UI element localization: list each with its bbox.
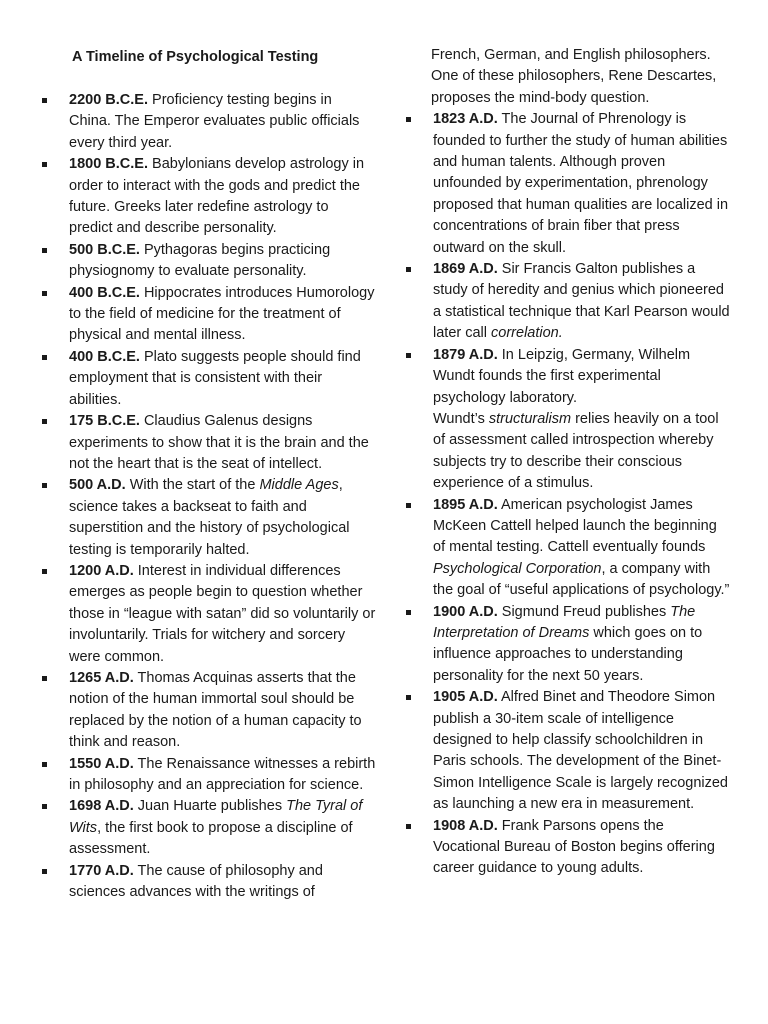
entry-text: The Renaissance witnesses a rebirth in philosophy and an appreciation for science. <box>69 755 376 793</box>
timeline-entry <box>36 347 376 411</box>
entry-date: 1770 A.D. <box>69 862 134 879</box>
entry-date: 1895 A.D. <box>433 496 498 513</box>
entry-date: 1905 A.D. <box>433 689 498 706</box>
entry-date: 1200 A.D. <box>69 562 134 579</box>
entry-date: 400 B.C.E. <box>69 284 140 301</box>
timeline-entry <box>400 816 730 880</box>
entry-date: 1698 A.D. <box>69 798 134 815</box>
timeline-entry <box>400 687 730 815</box>
timeline-entry <box>36 475 376 561</box>
entry-text: American psychologist James McKeen Cattell helped launch the beginning of mental testing. Cattell eventually founds <box>433 496 717 556</box>
timeline-entry <box>36 90 376 154</box>
entry-text: Wundt’s <box>433 410 489 427</box>
entry-date: 1800 B.C.E. <box>69 156 148 173</box>
entry-text: With the start of the <box>125 477 260 494</box>
entry-italic-text: structuralism <box>488 410 572 427</box>
entry-text: Plato suggests people should find employment that is consistent with their abilities. <box>69 348 361 408</box>
entry-text: , the first book to propose a discipline of assessment. <box>69 819 353 858</box>
bullet-icon <box>42 355 47 360</box>
timeline-entry-continuation <box>400 45 730 109</box>
entry-date: 1908 A.D. <box>433 817 498 834</box>
timeline-list-left <box>36 90 376 903</box>
entry-text: Hippocrates introduces Humorology to the field of medicine for the treatment of physical and mental illness. <box>69 284 375 344</box>
timeline-entry <box>36 240 376 283</box>
bullet-icon <box>42 248 47 253</box>
timeline-entry <box>36 668 376 754</box>
entry-date: 1879 A.D. <box>433 346 498 363</box>
entry-text: Pythagoras begins practicing physiognomy to evaluate personality. <box>69 241 331 280</box>
entry-text: , a company with the goal of “useful applications of psychology.” <box>433 560 730 599</box>
entry-text: Frank Parsons opens the Vocational Bureau of Boston begins offering career guidance to young adults. <box>433 817 715 877</box>
entry-date: 400 B.C.E. <box>69 348 140 365</box>
entry-text: French, German, and English philosophers. One of these philosophers, Rene Descartes, proposes the mind-body question. <box>431 47 717 106</box>
timeline-entry <box>400 259 730 345</box>
entry-text: Thomas Acquinas asserts that the notion of the human immortal soul should be replaced by the notion of a human capacity to think and reason. <box>69 669 362 751</box>
timeline-entry <box>400 602 730 688</box>
bullet-icon <box>42 569 47 574</box>
bullet-icon <box>42 869 47 874</box>
timeline-entry <box>36 861 376 904</box>
entry-text: Sir Francis Galton publishes a study of heredity and genius which pioneered a statistical technique that Karl Pearson would later call <box>433 261 730 342</box>
bullet-icon <box>406 353 411 358</box>
timeline-list-right <box>400 45 730 880</box>
entry-italic-text: correlation. <box>491 325 563 342</box>
entry-text: which goes on to influence approaches to understanding personality for the next 50 years. <box>433 624 703 684</box>
bullet-icon <box>42 676 47 681</box>
entry-text: The cause of philosophy and sciences advances with the writings of <box>69 862 323 901</box>
timeline-entry <box>36 411 376 475</box>
entry-text: relies heavily on a tool of assessment called introspection whereby subjects try to describe their conscious experience of a stimulus. <box>433 410 719 492</box>
bullet-icon <box>42 162 47 167</box>
entry-text: Juan Huarte publishes <box>133 798 287 815</box>
timeline-entry <box>36 154 376 240</box>
bullet-icon <box>406 503 411 508</box>
timeline-entry <box>400 345 730 495</box>
page-title: A Timeline of Psychological Testing <box>72 49 319 65</box>
entry-date: 2200 B.C.E. <box>69 92 148 108</box>
entry-date: 1900 A.D. <box>433 603 498 620</box>
bullet-icon <box>42 762 47 767</box>
entry-text: Interest in individual differences emerges as people begin to question whether those in “league with satan” did so voluntarily or involuntarily. Trials for witchery and sorcery were common. <box>69 562 376 665</box>
bullet-icon <box>42 98 47 103</box>
bullet-icon <box>406 695 411 700</box>
entry-text: Alfred Binet and Theodore Simon publish a 30-item scale of intelligence designed to help classify schoolchildren in Paris schools. The development of the Binet-Simon Intelligence Scale is largely recognized as launching a new era in measurement. <box>433 689 728 813</box>
entry-text: Proficiency testing begins in China. The Emperor evaluates public officials every third year. <box>69 92 360 151</box>
entry-text: Claudius Galenus designs experiments to show that it is the brain and the not the heart that is the seat of intellect. <box>69 413 369 472</box>
bullet-icon <box>42 483 47 488</box>
entry-italic-text: The Tyral of Wits <box>69 798 363 836</box>
entry-text: Babylonians develop astrology in order to interact with the gods and predict the future. Greeks later redefine astrology to predict and describe personality. <box>69 156 365 237</box>
entry-date: 1550 A.D. <box>69 755 134 772</box>
entry-italic-text: Middle Ages <box>259 477 339 494</box>
entry-date: 1265 A.D. <box>69 669 134 686</box>
timeline-entry <box>400 109 730 259</box>
entry-text: , science takes a backseat to faith and superstition and the history of psychological testing is temporarily halted. <box>69 477 350 558</box>
entry-date: 175 B.C.E. <box>69 413 140 430</box>
left-column <box>36 45 376 903</box>
timeline-entry <box>36 283 376 347</box>
bullet-icon <box>42 419 47 424</box>
entry-date: 1823 A.D. <box>433 111 498 128</box>
timeline-entry <box>36 561 376 668</box>
right-column <box>400 45 730 880</box>
entry-date: 500 A.D. <box>69 477 126 494</box>
bullet-icon <box>406 117 411 122</box>
bullet-icon <box>406 267 411 272</box>
timeline-entry <box>400 495 730 602</box>
entry-italic-text: The Interpretation of Dreams <box>433 603 696 641</box>
entry-text: In Leipzig, Germany, Wilhelm Wundt founds the first experimental psychology laboratory. <box>433 346 691 406</box>
bullet-icon <box>406 610 411 615</box>
timeline-entry <box>36 796 376 860</box>
bullet-icon <box>42 291 47 296</box>
timeline-entry <box>36 754 376 797</box>
entry-date: 1869 A.D. <box>433 261 498 278</box>
entry-text: The Journal of Phrenology is founded to further the study of human abilities and human talents. Although proven unfounded by experimentation, phrenology proposed that human qualities are localized in concentrations of brain fiber that press outward on the skull. <box>433 111 729 256</box>
bullet-icon <box>42 804 47 809</box>
entry-date: 500 B.C.E. <box>69 241 140 258</box>
bullet-icon <box>406 824 411 829</box>
entry-italic-text: Psychological Corporation <box>433 560 602 577</box>
entry-text: Sigmund Freud publishes <box>497 603 671 620</box>
